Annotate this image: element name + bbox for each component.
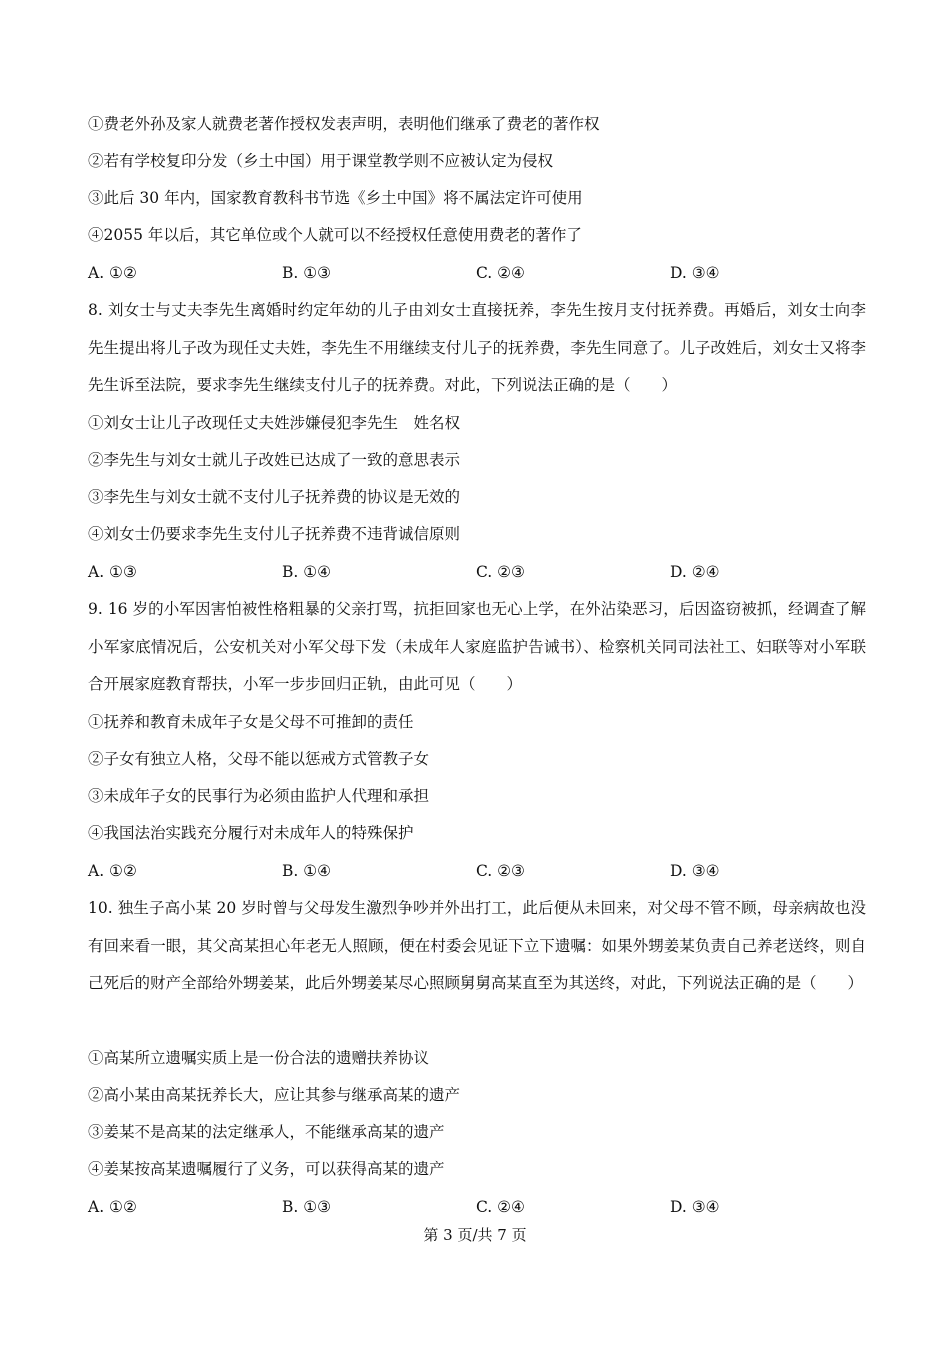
q10-statement-1: ①高某所立遗嘱实质上是一份合法的遗赠扶养协议 <box>88 1049 430 1067</box>
q9-statement-4: ④我国法治实践充分履行对未成年人的特殊保护 <box>88 824 414 842</box>
q10-stem: 10. 独生子高小某 20 岁时曾与父母发生激烈争吵并外出打工，此后便从未回来，对父母不管不顾，母亲病故也没有回来看一眼，其父高某担心年老无人照顾，便在村委会见证下立下遗嘱：如果外甥姜某负责自己养老送终，则自己死后的财产全部给外甥姜某，此后外甥姜某尽心照顾舅舅高某直至为其送终，对此，下列说法正确的是（ ） <box>88 899 866 992</box>
q9-option-a: A. ①② <box>88 862 137 880</box>
q7-option-b: B. ①③ <box>282 264 332 282</box>
q10-option-b: B. ①③ <box>282 1198 332 1216</box>
q8-option-a: A. ①③ <box>88 563 137 581</box>
q10-option-a: A. ①② <box>88 1198 137 1216</box>
q7-option-c: C. ②④ <box>476 264 525 282</box>
q7-statement-4: ④2055 年以后，其它单位或个人就可以不经授权任意使用费老的著作了 <box>88 226 582 244</box>
q9-statement-1: ①抚养和教育未成年子女是父母不可推卸的责任 <box>88 713 414 731</box>
page-number-footer: 第 3 页/共 7 页 <box>423 1226 527 1244</box>
q8-option-d: D. ②④ <box>670 563 720 581</box>
q9-statement-3: ③未成年子女的民事行为必须由监护人代理和承担 <box>88 787 430 805</box>
q10-options <box>88 1196 868 1218</box>
q10-option-c: C. ②④ <box>476 1198 525 1216</box>
q8-option-b: B. ①④ <box>282 563 332 581</box>
q8-statement-2: ②李先生与刘女士就儿子改姓已达成了一致的意思表示 <box>88 451 461 469</box>
q10-statement-3: ③姜某不是高某的法定继承人，不能继承高某的遗产 <box>88 1123 445 1141</box>
q10-option-d: D. ③④ <box>670 1198 720 1216</box>
q9-option-d: D. ③④ <box>670 862 720 880</box>
q8-statement-4: ④刘女士仍要求李先生支付儿子抚养费不违背诚信原则 <box>88 525 461 543</box>
q7-statement-2: ②若有学校复印分发（乡土中国）用于课堂教学则不应被认定为侵权 <box>88 152 554 170</box>
q9-statement-2: ②子女有独立人格，父母不能以惩戒方式管教子女 <box>88 750 430 768</box>
q7-option-a: A. ①② <box>88 264 137 282</box>
q8-statement-1: ①刘女士让儿子改现任丈夫姓涉嫌侵犯李先生 姓名权 <box>88 414 461 432</box>
q8-options <box>88 561 868 583</box>
q8-stem: 8. 刘女士与丈夫李先生离婚时约定年幼的儿子由刘女士直接抚养，李先生按月支付抚养费。再婚后，刘女士向李先生提出将儿子改为现任丈夫姓，李先生不用继续支付儿子的抚养费，李先生同意了。儿子改姓后，刘女士又将李先生诉至法院，要求李先生继续支付儿子的抚养费。对此，下列说法正确的是（ ） <box>88 301 866 394</box>
q8-statement-3: ③李先生与刘女士就不支付儿子抚养费的协议是无效的 <box>88 488 461 506</box>
q7-options <box>88 262 868 284</box>
q7-statement-3: ③此后 30 年内，国家教育教科书节选《乡土中国》将不属法定许可使用 <box>88 189 583 207</box>
q7-option-d: D. ③④ <box>670 264 720 282</box>
q10-statement-2: ②高小某由高某抚养长大，应让其参与继承高某的遗产 <box>88 1086 461 1104</box>
q9-option-c: C. ②③ <box>476 862 525 880</box>
q8-option-c: C. ②③ <box>476 563 525 581</box>
q9-option-b: B. ①④ <box>282 862 332 880</box>
q7-statement-1: ①费老外孙及家人就费老著作授权发表声明，表明他们继承了费老的著作权 <box>88 115 600 133</box>
q10-statement-4: ④姜某按高某遗嘱履行了义务，可以获得高某的遗产 <box>88 1160 445 1178</box>
q9-stem: 9. 16 岁的小军因害怕被性格粗暴的父亲打骂，抗拒回家也无心上学，在外沾染恶习，后因盗窃被抓，经调查了解小军家底情况后，公安机关对小军父母下发（未成年人家庭监护告诫书）、检察机关同司法社工、妇联等对小军联合开展家庭教育帮扶，小军一步步回归正轨，由此可见（ ） <box>88 600 866 693</box>
q9-options <box>88 860 868 882</box>
